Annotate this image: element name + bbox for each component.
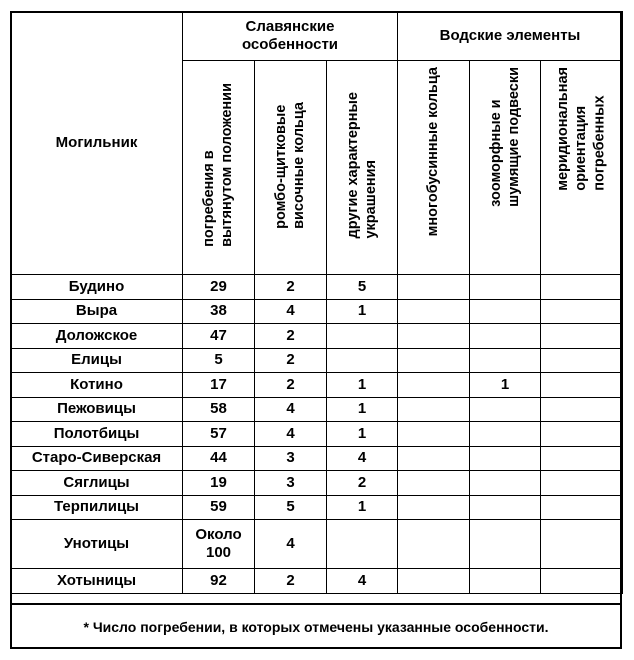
value-cell [398,373,470,398]
burial-name-cell: Елицы [11,348,183,373]
col-label: меридиональная ориентация погребенных [555,67,608,191]
col-label: погребения в вытянутом положении [201,83,236,247]
burial-name-cell: Унотицы [11,520,183,569]
value-cell: 4 [255,397,327,422]
value-cell: 92 [183,569,255,594]
value-cell [541,495,623,520]
value-cell [327,348,398,373]
value-cell [541,275,623,300]
table-row [11,299,623,324]
value-cell [470,446,541,471]
value-cell: 1 [327,495,398,520]
value-cell [541,446,623,471]
value-cell [398,275,470,300]
value-cell: 4 [255,520,327,569]
value-cell: 44 [183,446,255,471]
burial-column-header: Могильник [11,12,183,275]
value-cell: 47 [183,324,255,349]
table-row [11,348,623,373]
burial-name-cell: Сяглицы [11,471,183,496]
col-header-rhombic-rings [255,61,327,275]
value-cell: 5 [255,495,327,520]
footnote: * Число погребении, в которых отмечены указанные особенности. [10,603,622,647]
value-cell: 5 [183,348,255,373]
value-cell: 2 [255,373,327,398]
table-row [11,471,623,496]
col-label: многобусинные кольца [425,67,442,237]
burial-name-cell: Хотыницы [11,569,183,594]
value-cell: 1 [327,422,398,447]
value-cell [470,299,541,324]
value-cell: 19 [183,471,255,496]
value-cell [470,520,541,569]
value-cell: 2 [327,471,398,496]
col-header-zoomorphic-pendants [470,61,541,275]
value-cell [541,422,623,447]
table-row [11,569,623,594]
slavic-features-label: Славянские особенности [241,18,339,53]
value-cell: 4 [327,569,398,594]
value-cell: 3 [255,471,327,496]
value-cell [470,495,541,520]
value-cell: 17 [183,373,255,398]
table-row [11,495,623,520]
value-cell [398,422,470,447]
col-header-meridional-orientation [541,61,623,275]
value-cell [327,520,398,569]
value-cell [470,471,541,496]
col-header-multibead-rings [398,61,470,275]
value-cell: 2 [255,275,327,300]
burial-name-cell: Пежовицы [11,397,183,422]
burial-name-cell: Будино [11,275,183,300]
value-cell: 57 [183,422,255,447]
value-cell: 2 [255,324,327,349]
value-cell: 3 [255,446,327,471]
vod-elements-header: Водские элементы [398,12,623,61]
burial-name-cell: Котино [11,373,183,398]
value-cell [398,397,470,422]
table-row [11,373,623,398]
value-cell: 1 [327,299,398,324]
table-row [11,422,623,447]
value-cell [398,299,470,324]
value-cell [541,324,623,349]
value-cell [541,299,623,324]
value-cell [470,569,541,594]
value-cell [398,569,470,594]
table-row [11,520,623,569]
value-cell [470,422,541,447]
value-cell [398,495,470,520]
col-header-extended-burials [183,61,255,275]
burial-name-cell: Старо-Сиверская [11,446,183,471]
burial-name-cell: Доложское [11,324,183,349]
burial-table [10,11,623,594]
value-cell: 1 [470,373,541,398]
value-cell: 5 [327,275,398,300]
burial-name-cell: Выра [11,299,183,324]
value-cell [470,397,541,422]
value-cell [541,520,623,569]
value-cell [541,348,623,373]
slavic-features-header [183,12,398,61]
table-row [11,446,623,471]
value-cell [398,520,470,569]
value-cell [398,446,470,471]
col-label: ромбо-щитковые височные кольца [273,101,308,229]
value-cell: 2 [255,348,327,373]
value-cell [327,324,398,349]
value-cell [398,348,470,373]
value-cell [541,397,623,422]
value-cell: 4 [255,299,327,324]
value-cell: 59 [183,495,255,520]
value-cell: 38 [183,299,255,324]
value-cell: 1 [327,373,398,398]
value-cell: 2 [255,569,327,594]
value-cell [470,324,541,349]
value-cell: 4 [255,422,327,447]
value-cell [398,471,470,496]
table-row [11,324,623,349]
table-row [11,397,623,422]
value-cell: 4 [327,446,398,471]
value-cell: 58 [183,397,255,422]
value-cell: 1 [327,397,398,422]
value-cell [470,348,541,373]
col-label: зооморфные и шумящие подвески [487,67,522,207]
value-cell [470,275,541,300]
burial-name-cell: Полотбицы [11,422,183,447]
value-cell [541,569,623,594]
col-label: другие характерные украшения [344,91,379,239]
value-cell [541,471,623,496]
burial-name-cell: Терпилицы [11,495,183,520]
col-header-other-ornaments [327,61,398,275]
value-cell [541,373,623,398]
table-row [11,275,623,300]
value-cell: 29 [183,275,255,300]
value-cell [398,324,470,349]
value-cell: Около 100 [183,520,255,569]
